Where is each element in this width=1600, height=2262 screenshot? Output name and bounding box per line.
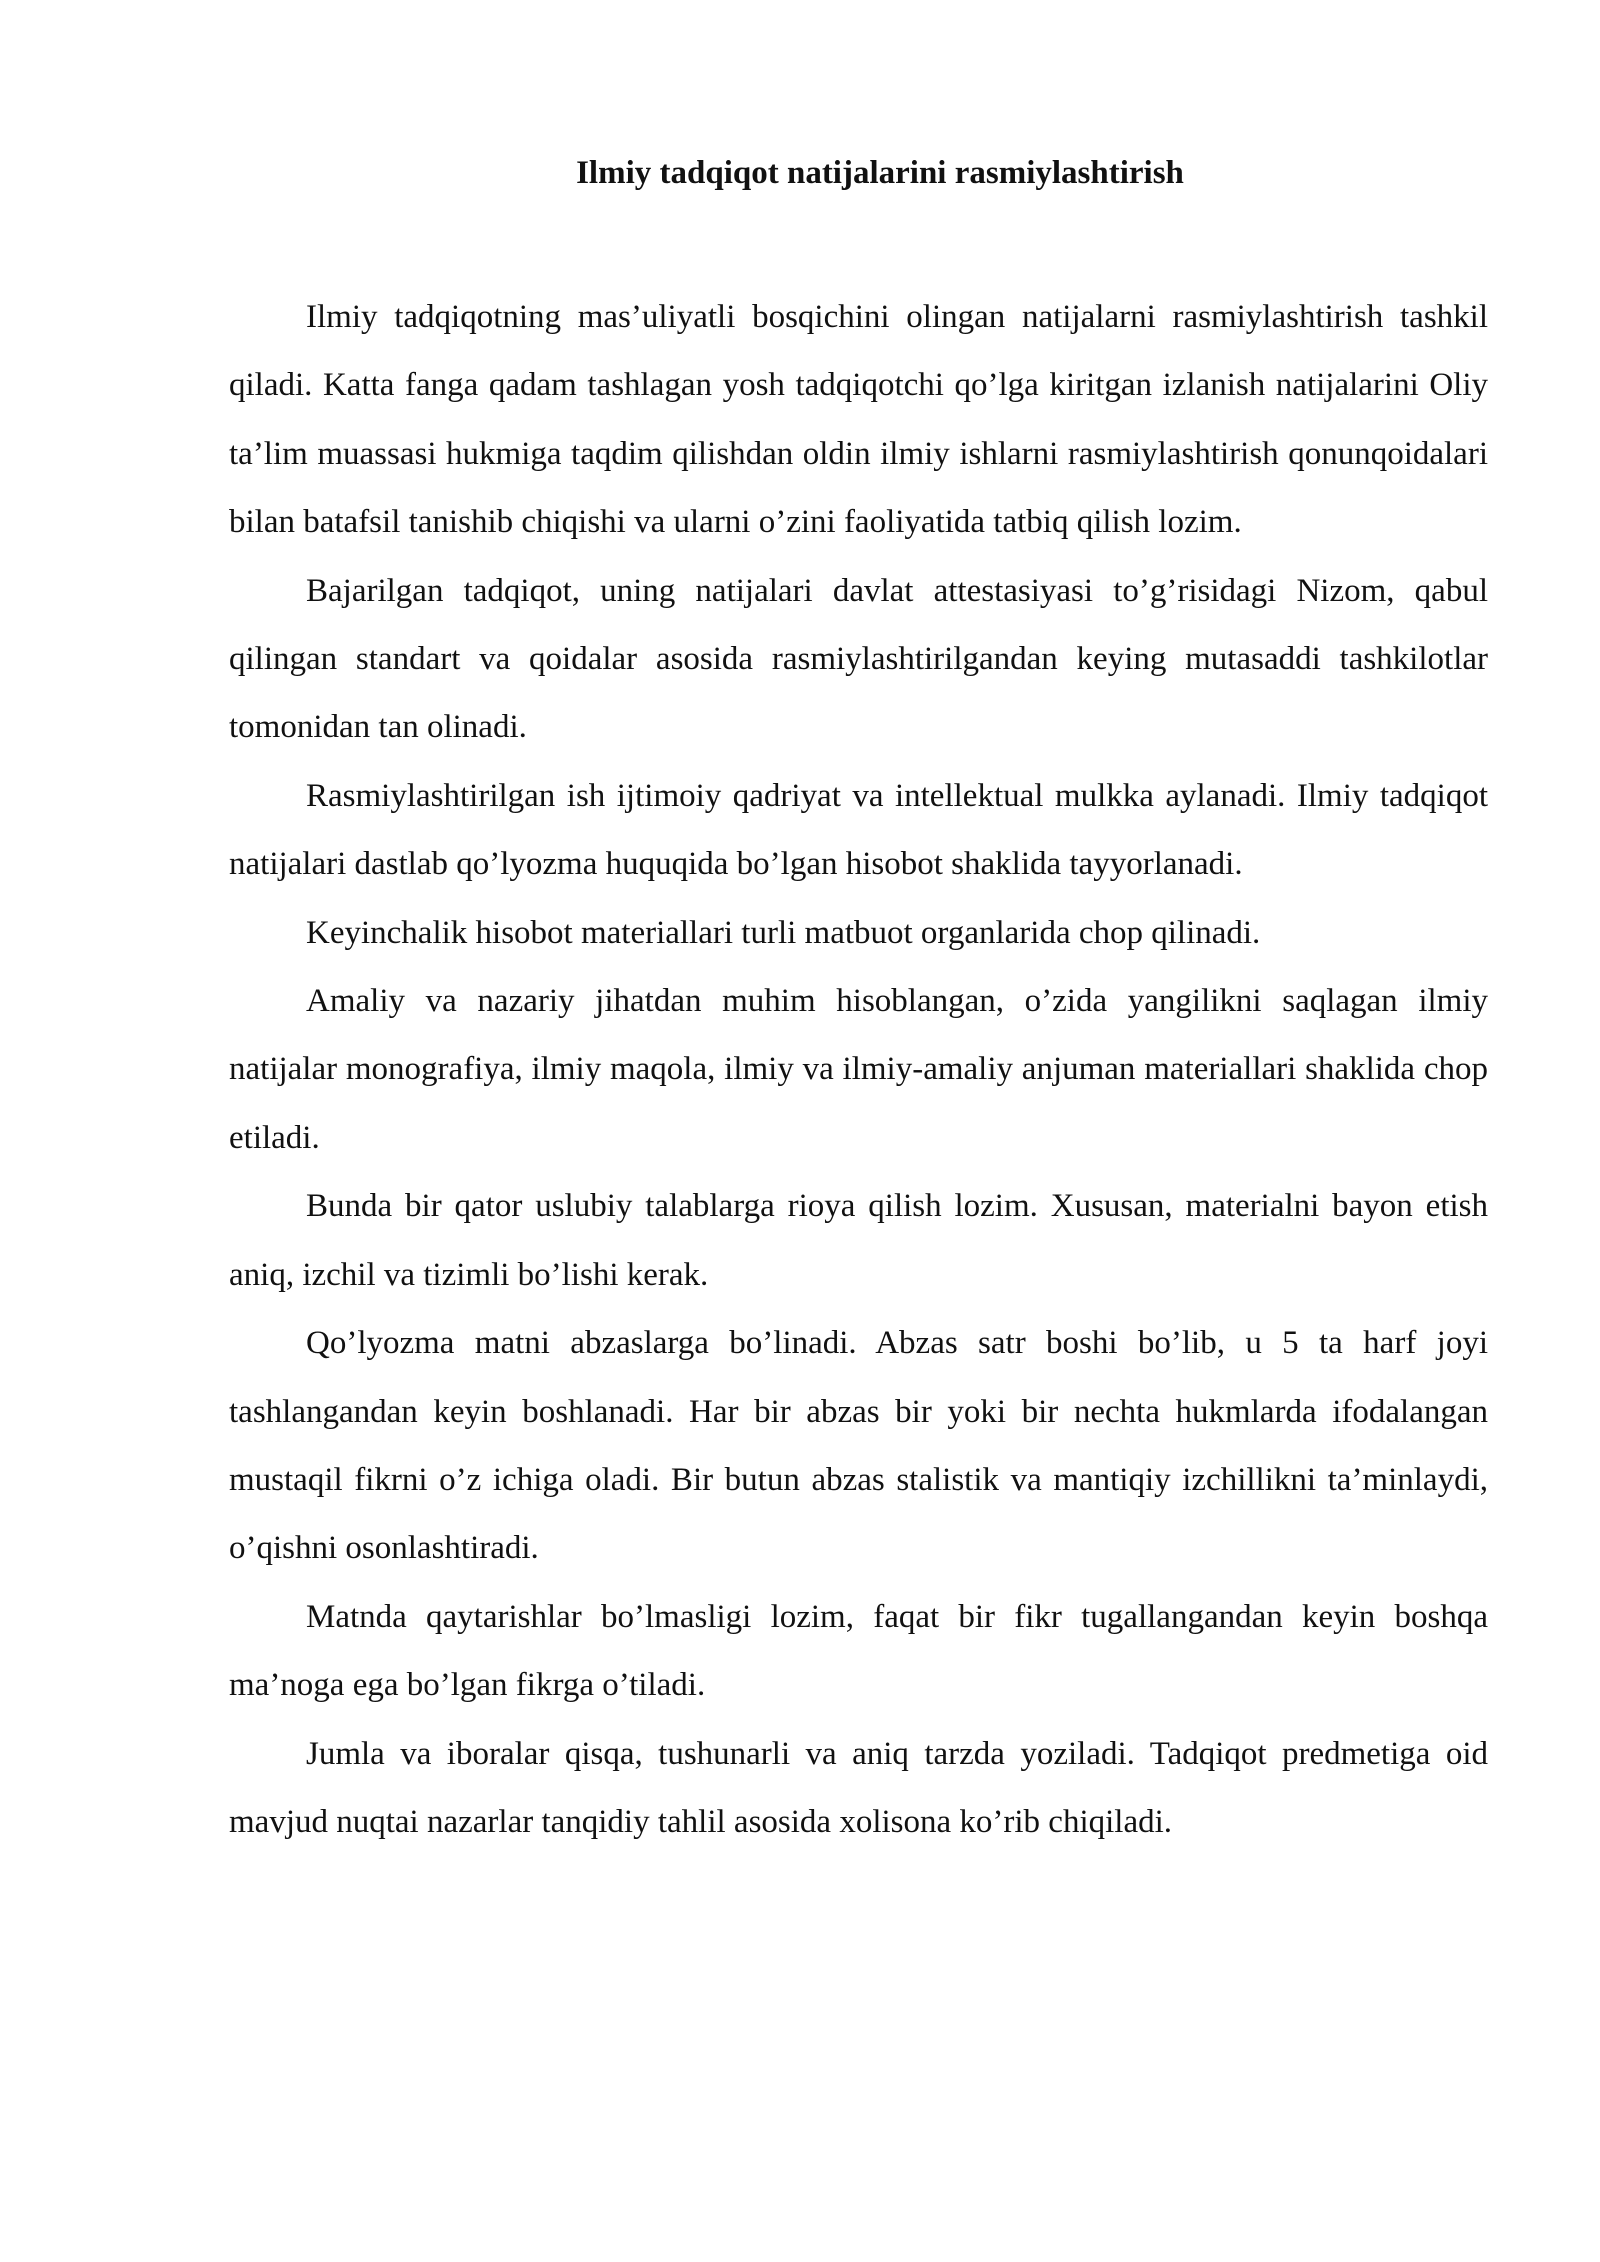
paragraph: Matnda qaytarishlar bo’lmasligi lozim, faqat bir fikr tugallangandan keyin boshqa ma’noga ega bo’lgan fikrga o’tiladi. bbox=[229, 1598, 1488, 1704]
paragraph: Bajarilgan tadqiqot, uning natijalari davlat attestasiyasi to’g’risidagi Nizom, qabul qilingan standart va qoidalar asosida rasmiylashtirilgandan keying mutasaddi tashkilotlar tomonidan tan olinadi. bbox=[229, 572, 1488, 746]
paragraph: Ilmiy tadqiqotning mas’uliyatli bosqichini olingan natijalarni rasmiylashtirish tashkil qiladi. Katta fanga qadam tashlagan yosh tadqiqotchi qo’lga kiritgan izlanish natijalarini Oliy ta’lim muassasi hukmiga taqdim qilishdan oldin ilmiy ishlarni rasmiylashtirish qonunqoidalari bilan batafsil tanishib chiqishi va ularni o’zini faoliyatida tatbiq qilish lozim. bbox=[229, 299, 1488, 541]
paragraph: Amaliy va nazariy jihatdan muhim hisoblangan, o’zida yangilikni saqlagan ilmiy natijalar monografiya, ilmiy maqola, ilmiy va ilmiy-amaliy anjuman materiallari shaklida chop etiladi. bbox=[229, 983, 1488, 1156]
paragraph: Rasmiylashtirilgan ish ijtimoiy qadriyat va intellektual mulkka aylanadi. Ilmiy tadqiqot natijalari dastlab qo’lyozma huquqida bo’lgan hisobot shaklida tayyorlanadi. bbox=[229, 777, 1488, 883]
paragraph: Bunda bir qator uslubiy talablarga rioya qilish lozim. Xususan, materialni bayon etish aniq, izchil va tizimli bo’lishi kerak. bbox=[229, 1188, 1488, 1293]
document-title: Ilmiy tadqiqot natijalarini rasmiylashtirish bbox=[576, 155, 1184, 191]
paragraph: Jumla va iboralar qisqa, tushunarli va aniq tarzda yoziladi. Tadqiqot predmetiga oid mavjud nuqtai nazarlar tanqidiy tahlil asosida xolisona ko’rib chiqiladi. bbox=[229, 1735, 1488, 1840]
document-body bbox=[229, 283, 1488, 1856]
paragraph: Qo’lyozma matni abzaslarga bo’linadi. Abzas satr boshi bo’lib, u 5 ta harf joyi tashlangandan keyin boshlanadi. Har bir abzas bir yoki bir nechta hukmlarda ifodalangan mustaqil fikrni o’z ichiga oladi. Bir butun abzas stalistik va mantiqiy izchillikni ta’minlaydi, o’qishni osonlashtiradi. bbox=[229, 1325, 1488, 1567]
paragraph: Keyinchalik hisobot materiallari turli matbuot organlarida chop qilinadi. bbox=[306, 914, 1261, 951]
